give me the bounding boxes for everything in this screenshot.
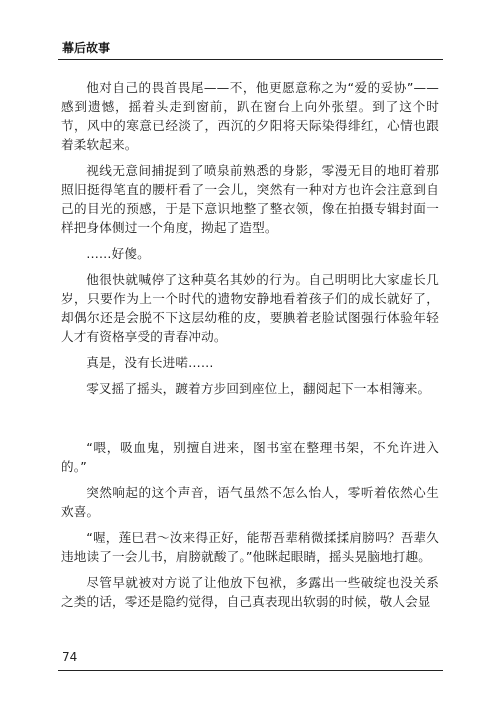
page-number: 74 bbox=[62, 650, 78, 664]
paragraph: “喂，吸血鬼，别擅自进来，图书室在整理书架，不允许进入的。” bbox=[61, 440, 439, 474]
running-header: 幕后故事 bbox=[62, 41, 111, 55]
paragraph: 他很快就喊停了这种莫名其妙的行为。自己明明比大家虚长几岁，只要作为上一个时代的遗物安静地看着孩子们的成长就好了，却偶尔还是会脱不下这层幼稚的皮，要腆着老脸试图强行体验年轻人才有资格享受的青春冲动。 bbox=[61, 272, 439, 344]
paragraph: 视线无意间捕捉到了喷泉前熟悉的身影，零漫无目的地盯着那照旧挺得笔直的腰杆看了一会儿，突然有一种对方也许会注意到自己的目光的预感，于是下意识地整了整衣领，像在拍摄专辑封面一样把身体侧过一个角度，拗起了造型。 bbox=[61, 163, 439, 235]
paragraph: ……好傻。 bbox=[86, 246, 150, 261]
header-rule bbox=[58, 59, 443, 60]
paragraph: 尽管早就被对方说了让他放下包袱，多露出一些破绽也没关系之类的话，零还是隐约觉得，自己真表现出软弱的时候，敬人会显 bbox=[61, 575, 439, 609]
footer-rule bbox=[58, 670, 443, 671]
paragraph: 真是，没有长进喏…… bbox=[86, 355, 214, 370]
paragraph: 突然响起的这个声音，语气虽然不怎么怡人，零听着依然心生欢喜。 bbox=[61, 485, 439, 519]
body-text bbox=[61, 78, 439, 618]
paragraph: “喔，莲巳君～汝来得正好，能帮吾辈稍微揉揉肩膀吗？吾辈久违地读了一会儿书，肩膀就酸了。”他眯起眼睛，摇头晃脑地打趣。 bbox=[61, 530, 439, 564]
paragraph: 零叉摇了摇头，踱着方步回到座位上，翻阅起下一本相簿来。 bbox=[86, 381, 431, 396]
paragraph: 他对自己的畏首畏尾——不，他更愿意称之为“爱的妥协”——感到遗憾，摇着头走到窗前，趴在窗台上向外张望。到了这个时节，风中的寒意已经淡了，西沉的夕阳将天际染得绯红，心情也跟着柔软起来。 bbox=[61, 80, 439, 152]
